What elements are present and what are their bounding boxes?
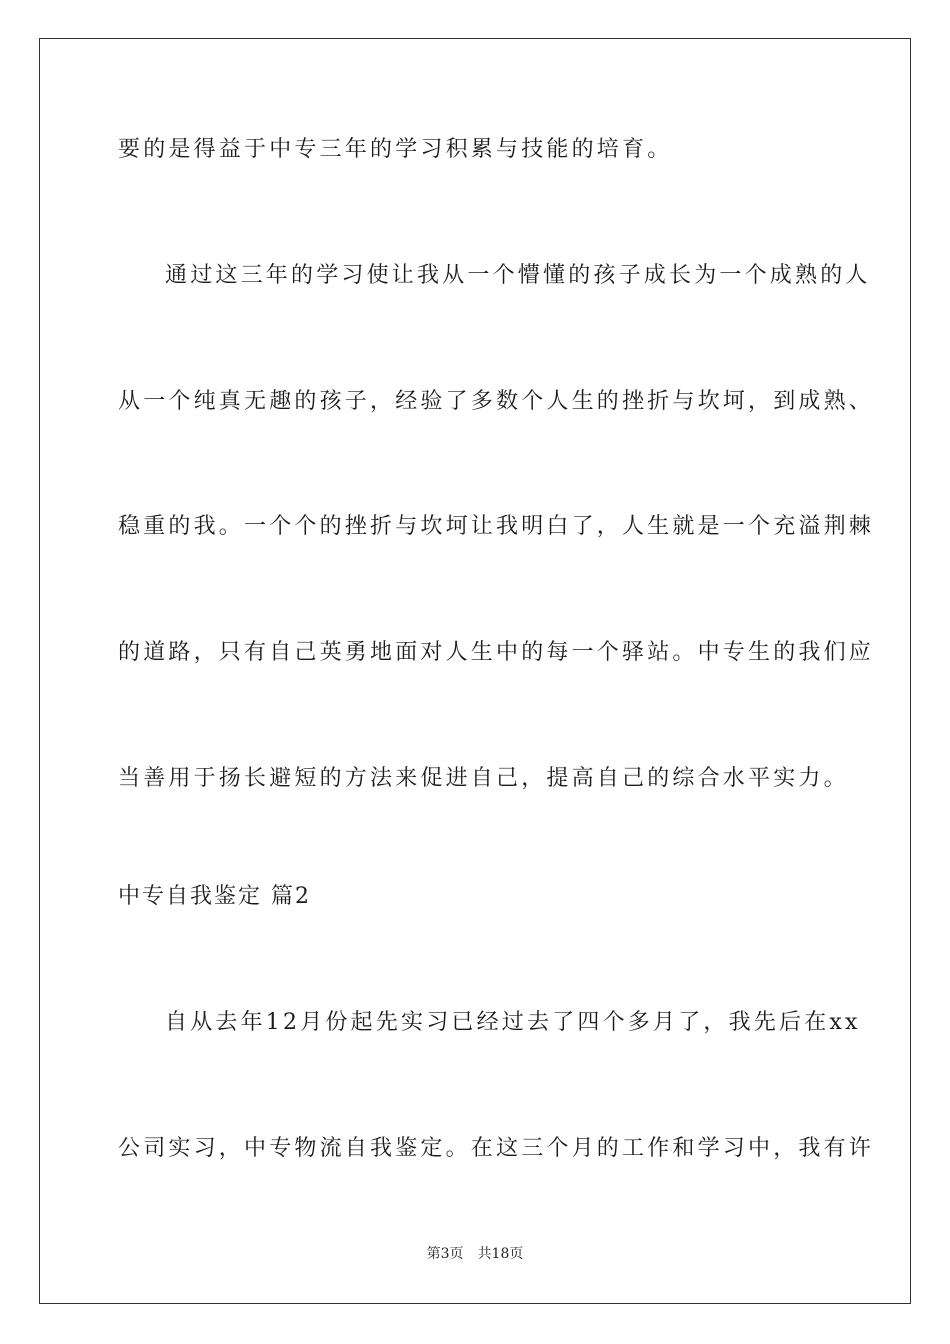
page-total: 共18页 [477,1246,524,1262]
paragraph-line: 的道路，只有自己英勇地面对人生中的每一个驿站。中专生的我们应 [118,640,875,665]
paragraph-line: 从一个纯真无趣的孩子，经验了多数个人生的挫折与坎坷，到成熟、 [118,389,875,414]
paragraph-line: 要的是得益于中专三年的学习积累与技能的培育。 [118,137,673,162]
section-heading: 中专自我鉴定 篇2 [118,884,311,909]
paragraph-line: 当善用于扬长避短的方法来促进自己，提高自己的综合水平实力。 [118,766,849,791]
paragraph-line: 自从去年12月份起先实习已经过去了四个多月了，我先后在xx [165,1010,861,1035]
paragraph-line: 稳重的我。一个个的挫折与坎坷让我明白了，人生就是一个充溢荆棘 [118,514,875,539]
paragraph-line: 公司实习，中专物流自我鉴定。在这三个月的工作和学习中，我有许 [118,1136,875,1161]
page-footer [0,1244,950,1264]
paragraph-line: 通过这三年的学习使让我从一个懵懂的孩子成长为一个成熟的人 [165,263,871,288]
page-number: 第3页 [426,1246,464,1262]
page-border [39,38,911,1304]
